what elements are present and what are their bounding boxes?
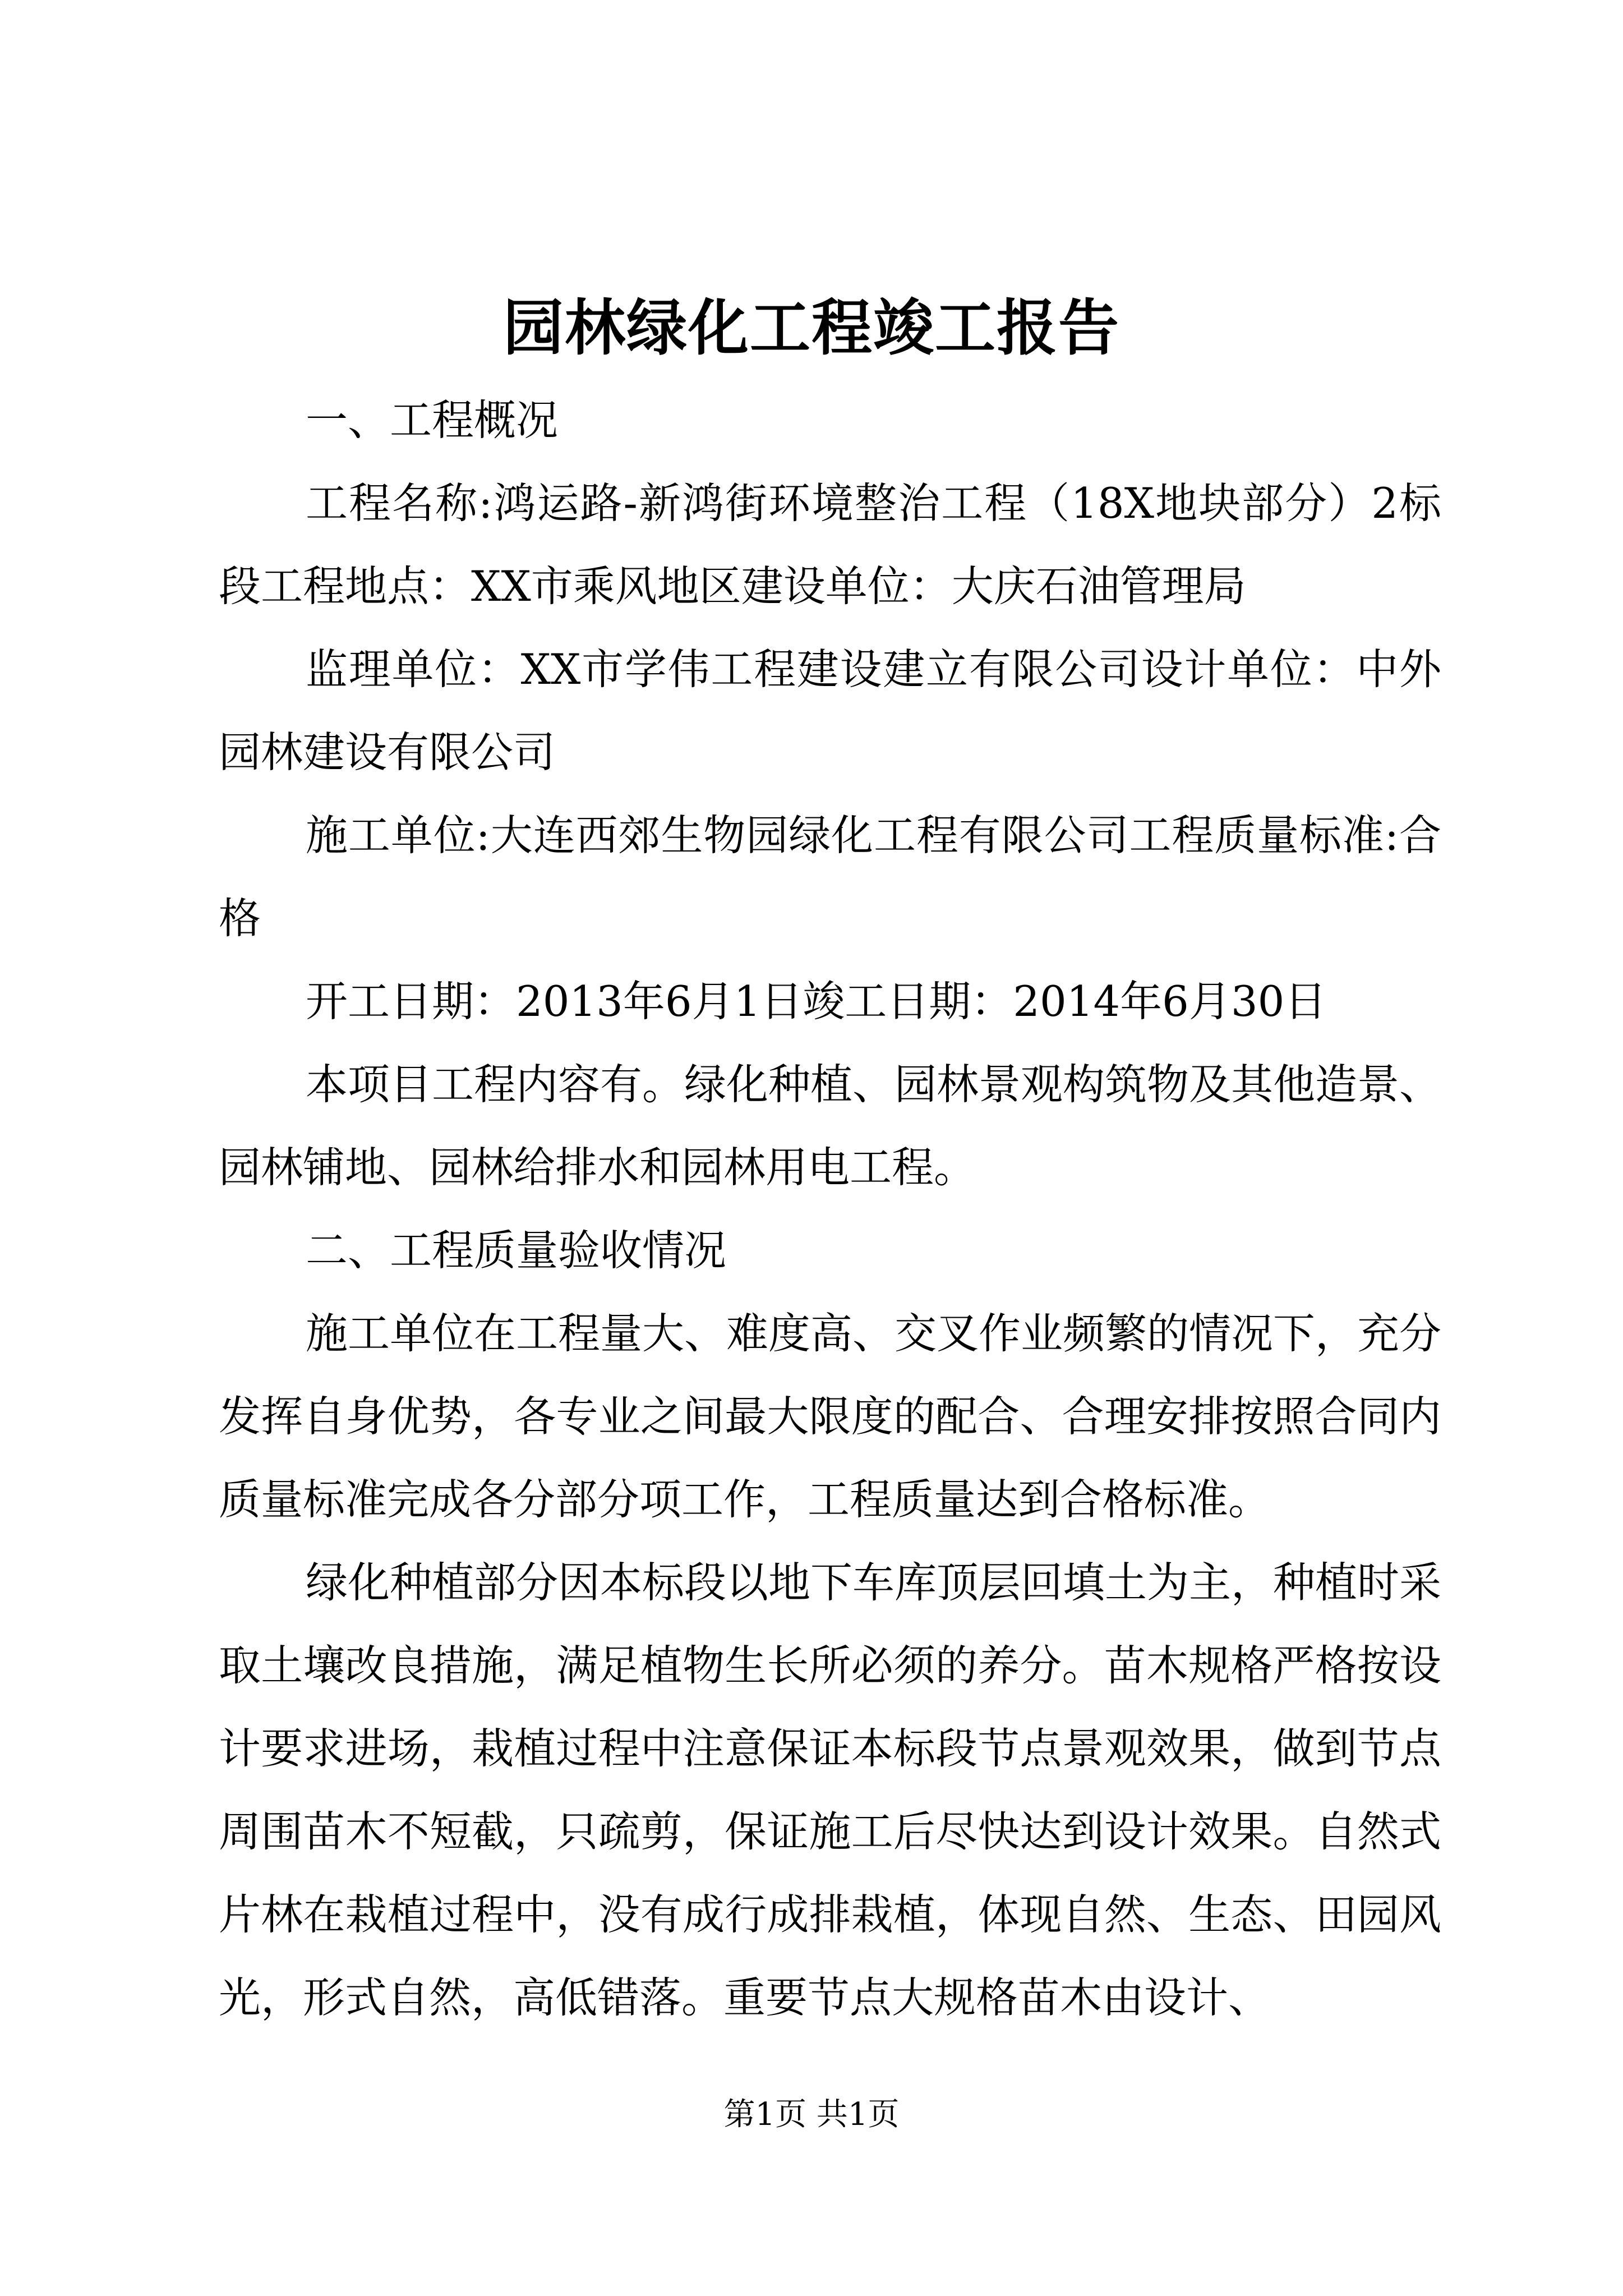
- supervision-unit-paragraph: 监理单位：XX市学伟工程建设建立有限公司设计单位：中外园林建设有限公司: [219, 645, 1441, 777]
- section-heading-acceptance: 二、工程质量验收情况: [306, 1226, 727, 1275]
- section-heading-overview: 一、工程概况: [306, 395, 559, 445]
- quality-paragraph: 施工单位在工程量大、难度高、交叉作业频繁的情况下，充分发挥自身优势，各专业之间最大限度的配合、合理安排按照合同内质量标准完成各分部分项工作，工程质量达到合格标准。: [219, 1309, 1442, 1524]
- document-body: [219, 379, 1441, 2039]
- dates-paragraph: 开工日期：2013年6月1日竣工日期：2014年6月30日: [306, 977, 1327, 1026]
- page-footer: 第1页 共1页: [723, 2096, 900, 2133]
- construction-unit-paragraph: 施工单位:大连西郊生物园绿化工程有限公司工程质量标准:合格: [219, 811, 1441, 943]
- project-name-paragraph: 工程名称:鸿运路-新鸿街环境整治工程（18X地块部分）2标段工程地点：XX市乘风地区建设单位：大庆石油管理局: [219, 478, 1441, 611]
- document-title: 园林绿化工程竣工报告: [502, 293, 1120, 364]
- planting-paragraph: 绿化种植部分因本标段以地下车库顶层回填土为主，种植时采取土壤改良措施，满足植物生长所必须的养分。苗木规格严格按设计要求进场，栽植过程中注意保证本标段节点景观效果，做到节点周围苗木不短截，只疏剪，保证施工后尽快达到设计效果。自然式片林在栽植过程中，没有成行成排栽植，体现自然、生态、田园风光，形式自然，高低错落。重要节点大规格苗木由设计、: [219, 1558, 1442, 2022]
- scope-paragraph: 本项目工程内容有。绿化种植、园林景观构筑物及其他造景、园林铺地、园林给排水和园林用电工程。: [219, 1060, 1442, 1192]
